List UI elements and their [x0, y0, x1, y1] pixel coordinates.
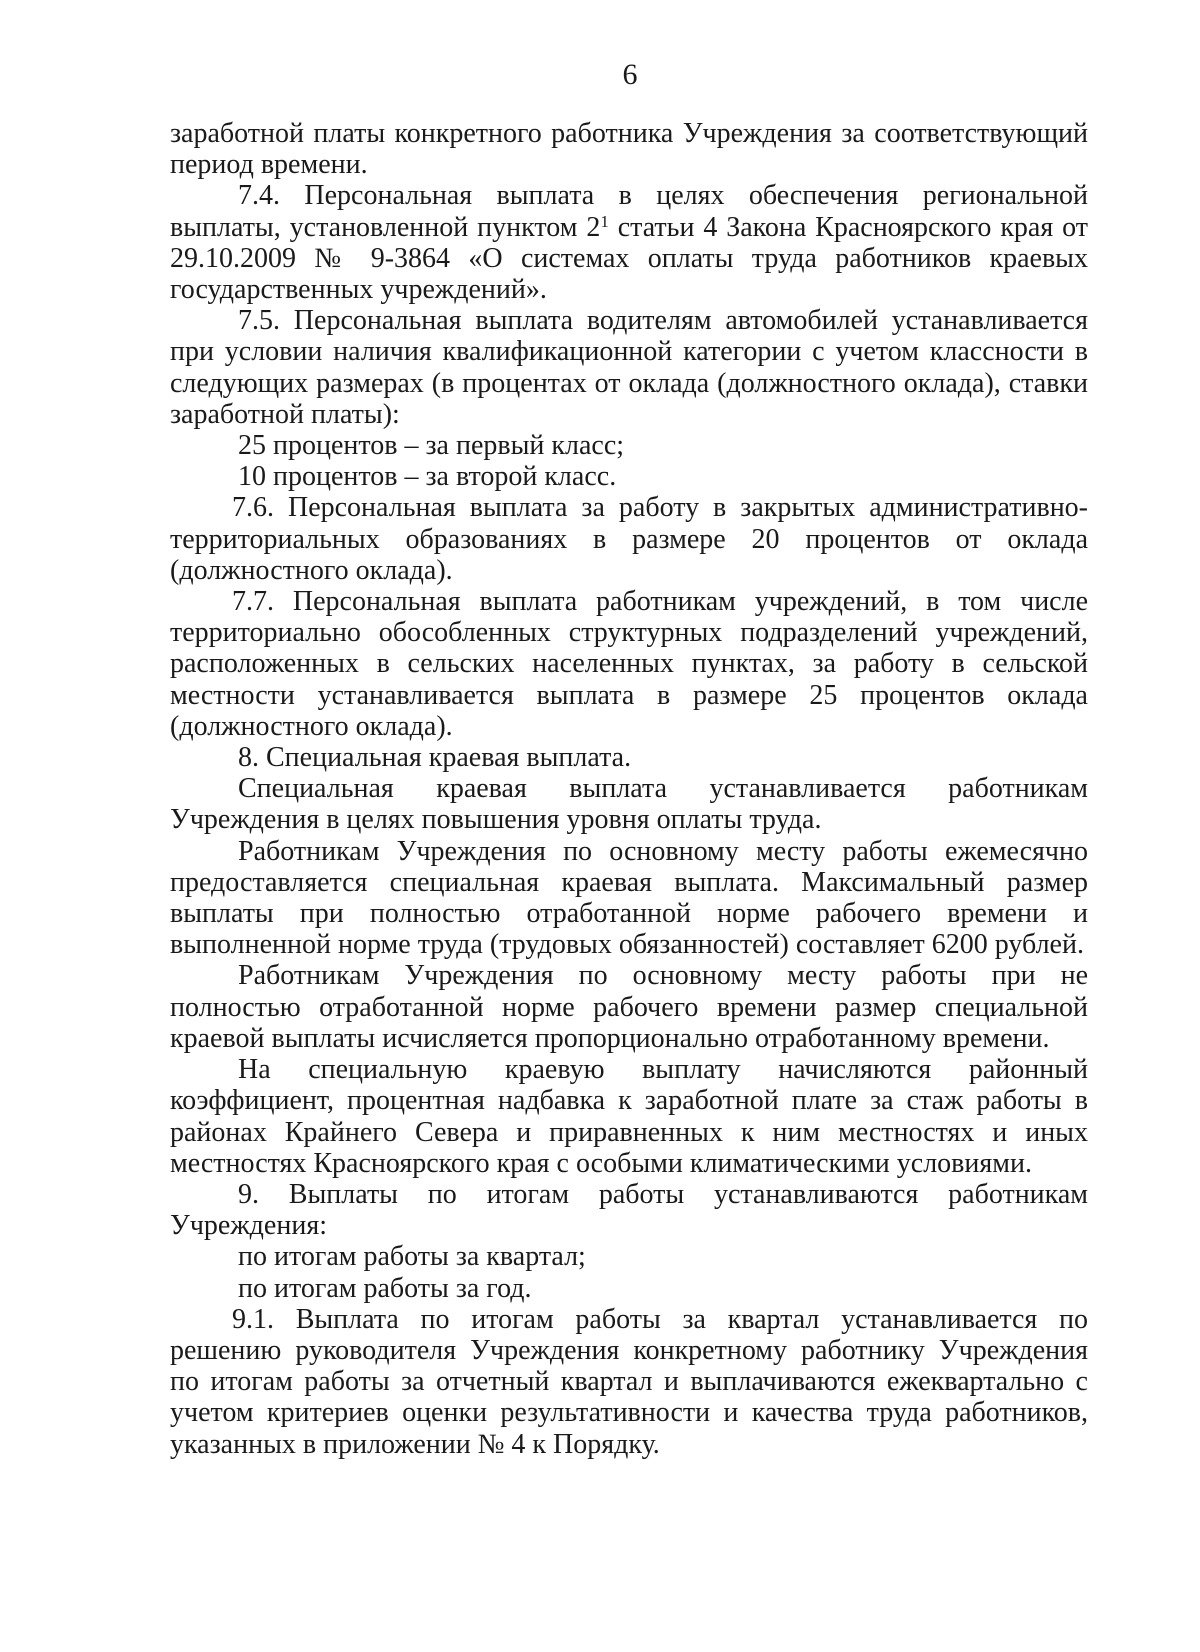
paragraph-7-4-text-b: статьи 4 Закона Красноярского края от 29.10.2009 № 9-3864 «О системах оплаты труда работников краевых государственных учреждений». — [170, 211, 1088, 306]
document-body — [170, 118, 1088, 1460]
paragraph-7-4-text-a: 7.4. Персональная выплата в целях обеспечения региональной выплаты, установленной пунктом 2 — [170, 180, 1088, 243]
paragraph-continuation: заработной платы конкретного работника Учреждения за соответствующий период времени. — [170, 118, 1088, 181]
paragraph-7-4 — [170, 180, 1088, 305]
paragraph-7-6: 7.6. Персональная выплата за работу в закрытых административно-территориальных образованиях в размере 20 процентов от оклада (должностного оклада). — [170, 492, 1088, 586]
list-item-first-class: 25 процентов – за первый класс; — [238, 430, 625, 462]
page-number: 6 — [622, 58, 638, 91]
list-item-year: по итогам работы за год. — [238, 1272, 532, 1304]
paragraph-regional-coefficient: На специальную краевую выплату начисляются районный коэффициент, процентная надбавка к заработной плате за стаж работы в районах Крайнего Севера и приравненных к ним местностях и иных местностях Красноярского края с особыми климатическими условиями. — [170, 1054, 1088, 1179]
paragraph-special-payment: Специальная краевая выплата устанавливается работникам Учреждения в целях повышения уровня оплаты труда. — [170, 773, 1088, 836]
paragraph-monthly-payment: Работникам Учреждения по основному месту работы ежемесячно предоставляется специальная краевая выплата. Максимальный размер выплаты при полностью отработанной норме рабочего времени и выполненной норме труда (трудовых обязанностей) составляет 6200 рублей. — [170, 835, 1088, 961]
paragraph-7-5: 7.5. Персональная выплата водителям автомобилей устанавливается при условии наличия квалификационной категории с учетом классности в следующих размерах (в процентах от оклада (должностного оклада), ставки заработной платы): — [170, 305, 1088, 430]
paragraph-7-7: 7.7. Персональная выплата работникам учреждений, в том числе территориально обособленных структурных подразделений учреждений, расположенных в сельских населенных пунктах, за работу в сельской местности устанавливается выплата в размере 25 процентов оклада (должностного оклада). — [170, 586, 1088, 742]
section-heading-9: 9. Выплаты по итогам работы устанавливаются работникам Учреждения: — [170, 1178, 1088, 1242]
list-item-quarter: по итогам работы за квартал; — [238, 1241, 586, 1273]
superscript: 1 — [600, 211, 609, 231]
paragraph-9-1: 9.1. Выплата по итогам работы за квартал устанавливается по решению руководителя Учреждения конкретному работнику Учреждения по итогам работы за отчетный квартал и выплачиваются ежеквартально с учетом критериев оценки результативности и качества труда работников, указанных в приложении № 4 к Порядку. — [170, 1303, 1088, 1460]
list-item-second-class: 10 процентов – за второй класс. — [238, 461, 617, 493]
paragraph-proportional-payment: Работникам Учреждения по основному месту работы при не полностью отработанной норме рабочего времени размер специальной краевой выплаты исчисляется пропорционально отработанному времени. — [170, 960, 1088, 1054]
section-heading-8: 8. Специальная краевая выплата. — [238, 742, 632, 774]
